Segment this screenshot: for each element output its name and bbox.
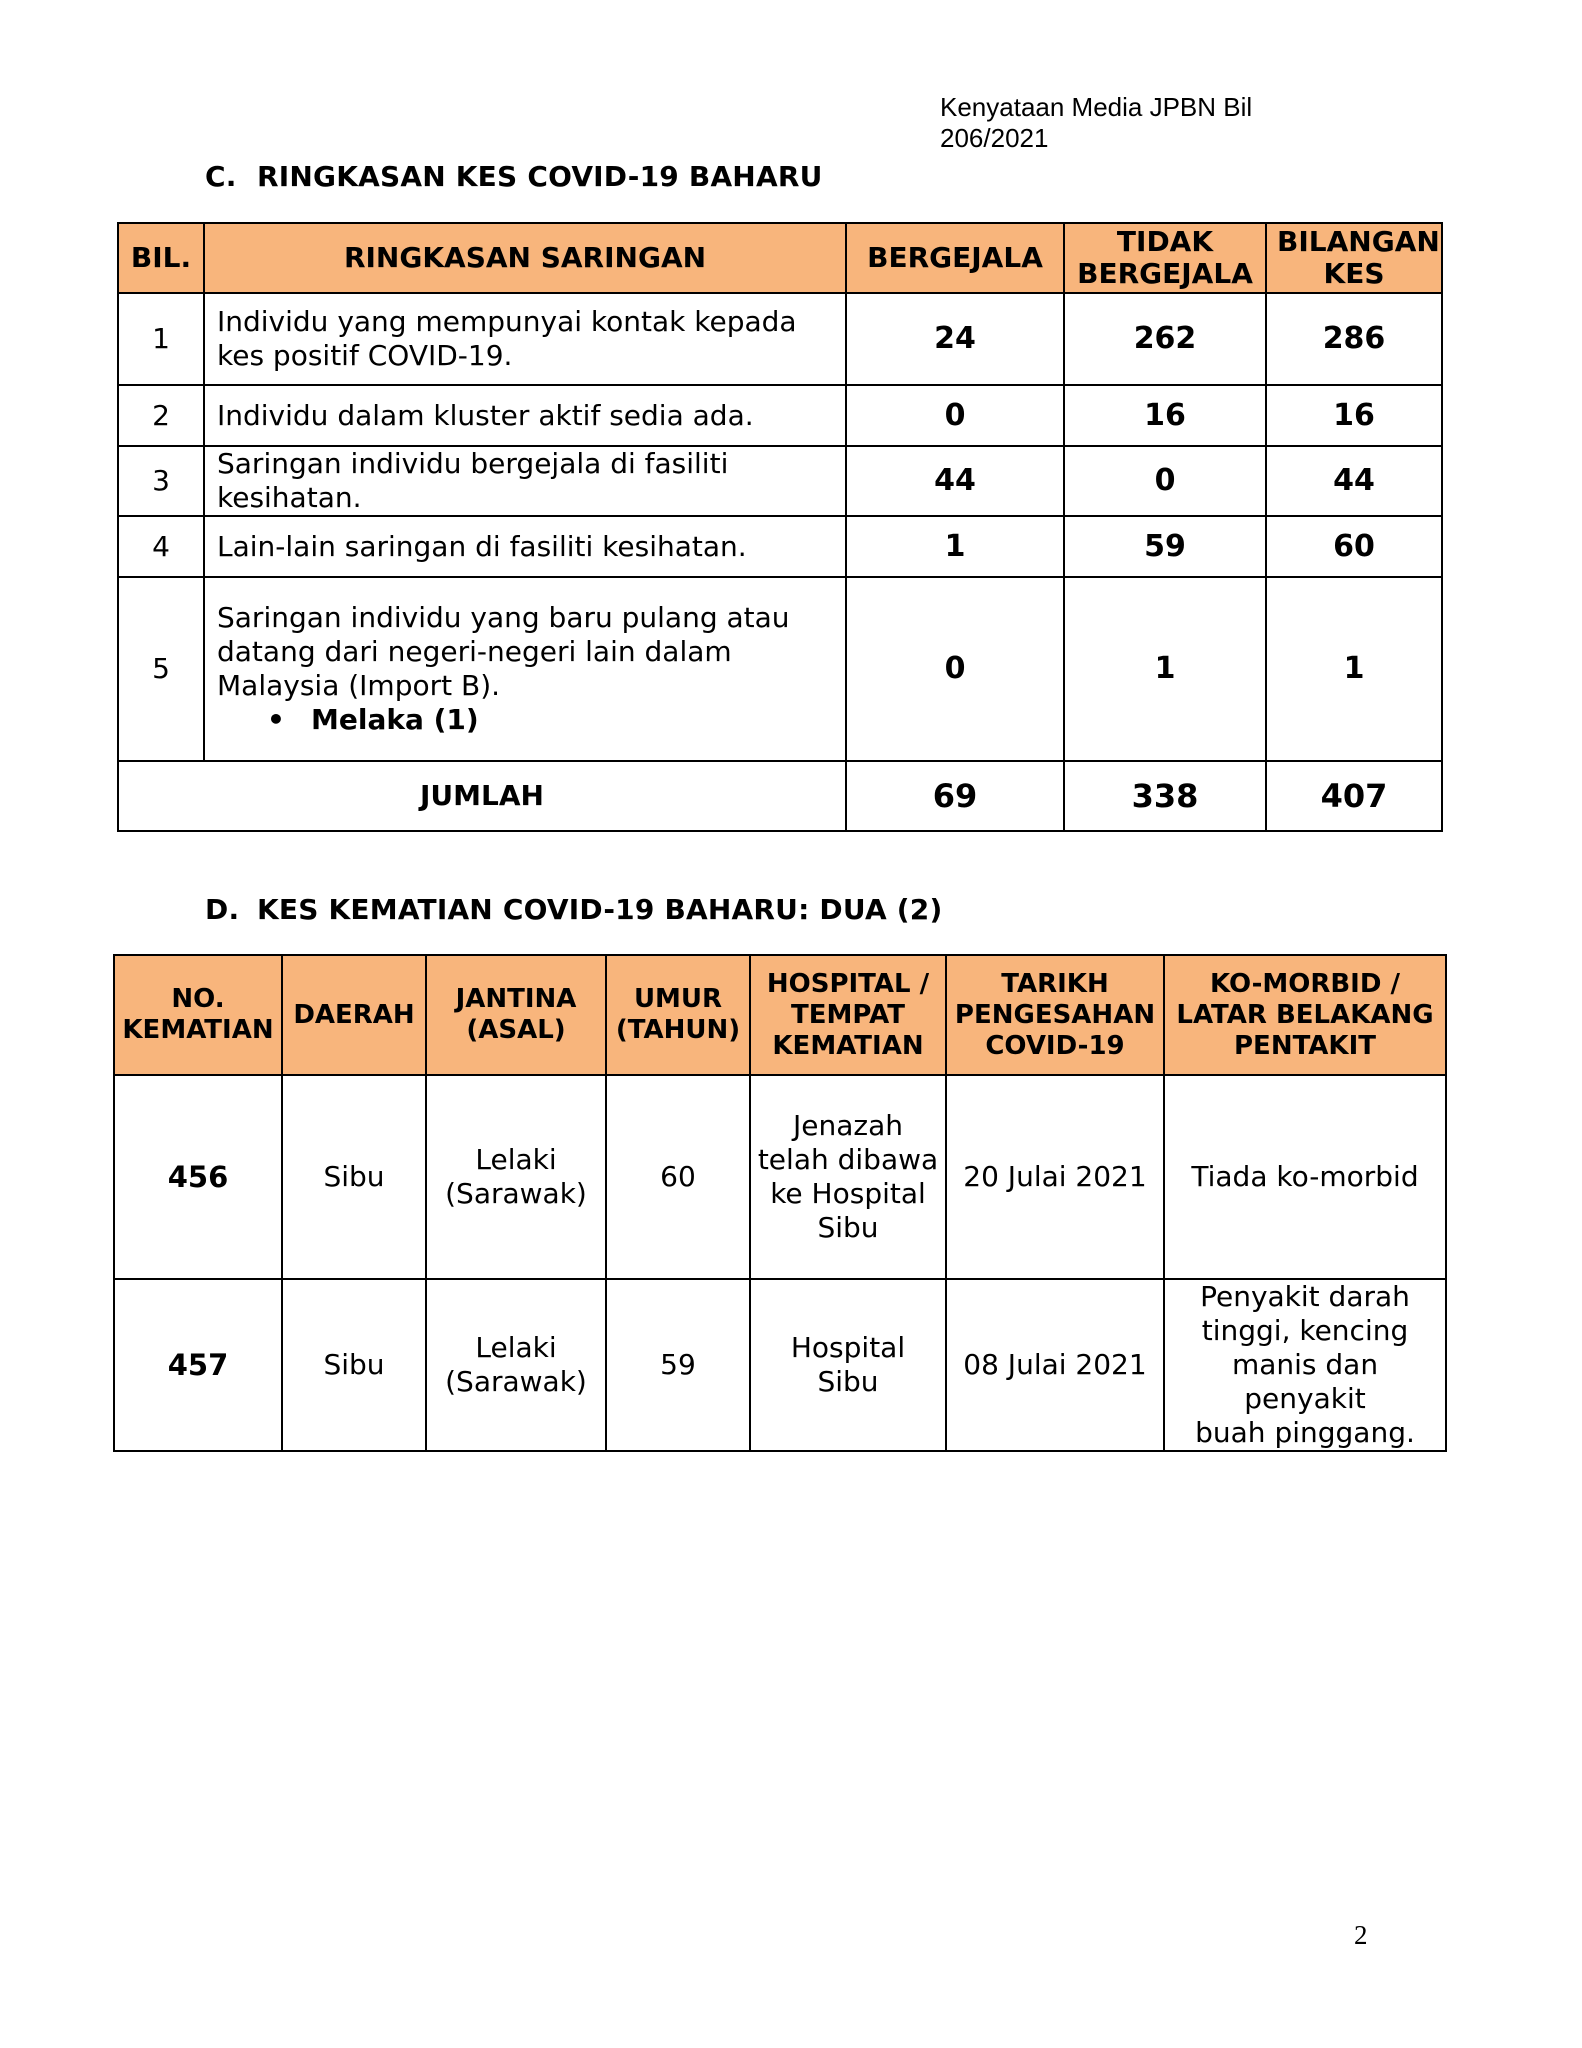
komorbid-line2: tinggi, kencing — [1201, 1314, 1409, 1347]
table-row — [118, 577, 1442, 761]
row-bil: 5 — [118, 577, 204, 761]
row-bil: 4 — [118, 516, 204, 577]
row-bergejala: 0 — [846, 577, 1064, 761]
death-daerah: Sibu — [282, 1279, 426, 1451]
hospital-line3: ke Hospital — [770, 1177, 926, 1210]
row-tidak-bergejala: 262 — [1064, 293, 1266, 385]
col-tidak-bergejala — [1064, 223, 1266, 293]
death-daerah: Sibu — [282, 1075, 426, 1279]
row-tidak-bergejala: 59 — [1064, 516, 1266, 577]
col-tarikh-line1: TARIKH — [1001, 968, 1109, 999]
death-komorbid — [1164, 1279, 1446, 1451]
death-tarikh: 20 Julai 2021 — [946, 1075, 1164, 1279]
table-row — [114, 1075, 1446, 1279]
section-c-title — [205, 160, 823, 193]
section-d-letter: D. — [205, 893, 240, 926]
table-row — [118, 446, 1442, 516]
section-d-heading: KES KEMATIAN COVID-19 BAHARU: DUA (2) — [257, 893, 943, 926]
total-tidak-bergejala: 338 — [1064, 761, 1266, 831]
col-hospital-line3: KEMATIAN — [772, 1030, 924, 1061]
row-description: Saringan individu yang baru pulang atau datang dari negeri-negeri lain dalam Malaysia (Import B). — [217, 601, 790, 702]
page-number: 2 — [1354, 1920, 1368, 1950]
col-umur-line1: UMUR — [633, 984, 723, 1014]
death-umur: 59 — [606, 1279, 750, 1451]
hospital-line2: telah dibawa — [757, 1143, 939, 1176]
row-bilangan-kes: 44 — [1266, 446, 1442, 516]
col-daerah: DAERAH — [282, 955, 426, 1075]
row-bergejala: 1 — [846, 516, 1064, 577]
summary-table — [117, 222, 1443, 832]
death-tarikh: 08 Julai 2021 — [946, 1279, 1164, 1451]
row-description: Saringan individu bergejala di fasiliti kesihatan. — [204, 446, 846, 516]
row-tidak-bergejala: 1 — [1064, 577, 1266, 761]
total-label: JUMLAH — [118, 761, 846, 831]
col-no-line1: NO. — [171, 984, 225, 1014]
jantina-line2: (Sarawak) — [445, 1365, 587, 1398]
death-number: 457 — [114, 1279, 282, 1451]
col-tarikh-line3: COVID-19 — [985, 1030, 1125, 1061]
death-number: 456 — [114, 1075, 282, 1279]
row-bilangan-kes: 1 — [1266, 577, 1442, 761]
jantina-line1: Lelaki — [475, 1331, 557, 1364]
total-bilangan-kes: 407 — [1266, 761, 1442, 831]
bullet-text: Melaka (1) — [311, 703, 479, 736]
total-row — [118, 761, 1442, 831]
row-tidak-bergejala: 16 — [1064, 385, 1266, 446]
row-bil: 2 — [118, 385, 204, 446]
deaths-header-row — [114, 955, 1446, 1075]
row-description: Individu dalam kluster aktif sedia ada. — [204, 385, 846, 446]
col-tarikh-line2: PENGESAHAN — [954, 999, 1156, 1030]
col-komorbid — [1164, 955, 1446, 1075]
death-komorbid: Tiada ko-morbid — [1164, 1075, 1446, 1279]
col-bilangan-line1: BILANGAN — [1277, 225, 1440, 258]
col-no-line2: KEMATIAN — [122, 1015, 274, 1045]
col-tidak-line2: BERGEJALA — [1077, 257, 1253, 290]
col-komorbid-line2: LATAR BELAKANG — [1176, 999, 1434, 1030]
row-description-cell — [204, 577, 846, 761]
col-bergejala: BERGEJALA — [846, 223, 1064, 293]
hospital-line1: Jenazah — [793, 1109, 903, 1142]
section-d-title — [205, 893, 942, 926]
col-umur — [606, 955, 750, 1075]
death-hospital — [750, 1075, 946, 1279]
death-umur: 60 — [606, 1075, 750, 1279]
col-komorbid-line1: KO-MORBID / — [1210, 968, 1400, 999]
row-tidak-bergejala: 0 — [1064, 446, 1266, 516]
col-hospital — [750, 955, 946, 1075]
section-c-letter: C. — [205, 160, 237, 193]
death-jantina — [426, 1075, 606, 1279]
row-bergejala: 24 — [846, 293, 1064, 385]
hospital-line4: Sibu — [817, 1211, 879, 1244]
death-jantina — [426, 1279, 606, 1451]
col-ringkasan-saringan: RINGKASAN SARINGAN — [204, 223, 846, 293]
row-description: Individu yang mempunyai kontak kepada kes positif COVID-19. — [204, 293, 846, 385]
summary-header-row — [118, 223, 1442, 293]
jantina-line1: Lelaki — [475, 1143, 557, 1176]
row-bergejala: 0 — [846, 385, 1064, 446]
bullet-symbol: • — [267, 703, 285, 736]
col-jantina — [426, 955, 606, 1075]
table-row — [118, 516, 1442, 577]
col-hospital-line2: TEMPAT — [791, 999, 905, 1030]
row-bilangan-kes: 60 — [1266, 516, 1442, 577]
table-row — [118, 385, 1442, 446]
death-hospital: Hospital Sibu — [750, 1279, 946, 1451]
total-bergejala: 69 — [846, 761, 1064, 831]
col-jantina-line2: (ASAL) — [466, 1015, 566, 1045]
col-bil: BIL. — [118, 223, 204, 293]
section-c-heading: RINGKASAN KES COVID-19 BAHARU — [257, 160, 823, 193]
col-bilangan-line2: KES — [1323, 257, 1385, 290]
row-bil: 1 — [118, 293, 204, 385]
jantina-line2: (Sarawak) — [445, 1177, 587, 1210]
col-komorbid-line3: PENTAKIT — [1234, 1030, 1376, 1061]
row-bilangan-kes: 286 — [1266, 293, 1442, 385]
row-description: Lain-lain saringan di fasiliti kesihatan. — [204, 516, 846, 577]
col-jantina-line1: JANTINA — [455, 984, 577, 1014]
col-umur-line2: (TAHUN) — [615, 1015, 741, 1045]
col-tidak-line1: TIDAK — [1116, 225, 1214, 258]
row-bergejala: 44 — [846, 446, 1064, 516]
col-no-kematian — [114, 955, 282, 1075]
deaths-table — [113, 954, 1447, 1452]
komorbid-line1: Penyakit darah — [1200, 1280, 1410, 1313]
col-bilangan-kes — [1266, 223, 1442, 293]
komorbid-line4: buah pinggang. — [1195, 1416, 1415, 1449]
row-bil: 3 — [118, 446, 204, 516]
table-row — [114, 1279, 1446, 1451]
col-hospital-line1: HOSPITAL / — [766, 968, 930, 999]
row-bilangan-kes: 16 — [1266, 385, 1442, 446]
table-row — [118, 293, 1442, 385]
komorbid-line3: manis dan penyakit — [1231, 1348, 1379, 1415]
document-reference: Kenyataan Media JPBN Bil 206/2021 — [940, 92, 1253, 153]
bullet-item — [217, 703, 835, 737]
col-tarikh — [946, 955, 1164, 1075]
